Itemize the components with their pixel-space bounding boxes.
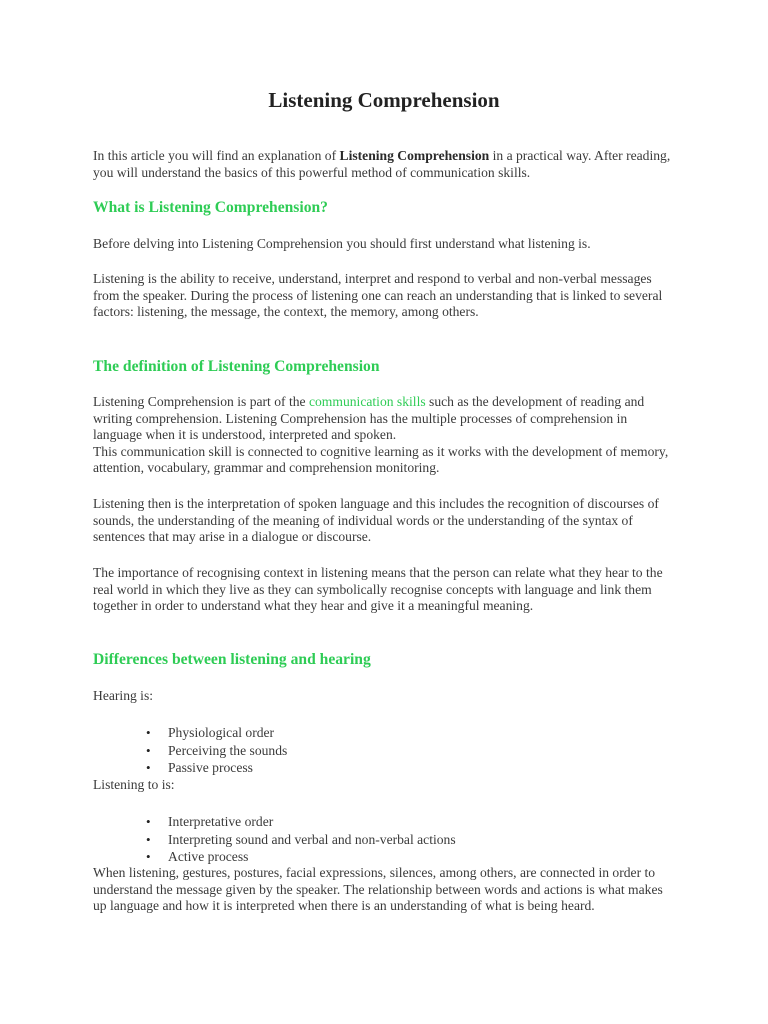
definition-text-after: such as the development of reading and writing comprehension. Listening Comprehension has the multiple processes of comprehension in language when it is understood, interpreted and spoken. bbox=[93, 394, 645, 443]
list-item: • Passive process bbox=[146, 760, 253, 776]
list-item: • Active process bbox=[146, 849, 249, 865]
bullet-icon: • bbox=[146, 742, 151, 758]
list-item: • Interpreting sound and verbal and non-verbal actions bbox=[146, 831, 456, 847]
bullet-icon: • bbox=[146, 760, 151, 776]
hearing-label: Hearing is: bbox=[93, 688, 154, 703]
paragraph-interpretation: Listening then is the interpretation of spoken language and this includes the recognition of discourses of sounds, the understanding of the meaning of individual words or the understanding of the syntax of sentences that may arise in a dialogue or discourse. bbox=[93, 496, 659, 545]
section-heading-differences: Differences between listening and hearing bbox=[93, 651, 371, 668]
intro-text-after: in a practical way. After reading, you will understand the basics of this powerful method of communication skills. bbox=[93, 148, 671, 180]
bullet-icon: • bbox=[146, 849, 151, 865]
bullet-icon: • bbox=[146, 814, 151, 829]
section-heading-definition: The definition of Listening Comprehension bbox=[93, 358, 380, 375]
paragraph-listening-ability: Listening is the ability to receive, understand, interpret and respond to verbal and non-verbal messages from the speaker. During the process of listening one can reach an understanding that is linked to several factors: listening, the message, the context, the memory, among others. bbox=[93, 271, 663, 320]
bullet-icon: • bbox=[146, 725, 151, 740]
listening-label: Listening to is: bbox=[93, 777, 175, 792]
paragraph-closing: When listening, gestures, postures, facial expressions, silences, among others, are connected in order to understand the message given by the speaker. The relationship between words and actions is what makes up language and how it is interpreted when there is an understanding of what is being heard. bbox=[93, 865, 663, 914]
definition-text-cognitive: This communication skill is connected to cognitive learning as it works with the development of memory, attention, vocabulary, grammar and comprehension monitoring. bbox=[93, 443, 669, 476]
paragraph-context: The importance of recognising context in listening means that the person can relate what they hear to the real world in which they live as they can symbolically recognise concepts with language and link them together in order to understand what they hear and give it a meaningful meaning. bbox=[93, 565, 663, 614]
bullet-icon: • bbox=[146, 831, 151, 847]
communication-skills-link[interactable]: communication skills bbox=[308, 394, 426, 409]
intro-bold-term: Listening Comprehension bbox=[339, 148, 490, 163]
list-item: • Interpretative order bbox=[146, 814, 274, 829]
section-heading-what-is: What is Listening Comprehension? bbox=[93, 199, 328, 216]
hearing-list bbox=[93, 724, 653, 777]
definition-text-before: Listening Comprehension is part of the bbox=[93, 394, 309, 409]
listening-list bbox=[93, 813, 653, 866]
page-title: Listening Comprehension bbox=[268, 88, 500, 112]
list-item: • Physiological order bbox=[146, 725, 275, 740]
intro-paragraph bbox=[93, 148, 677, 181]
intro-text-before: In this article you will find an explanation of bbox=[93, 148, 340, 163]
paragraph-definition bbox=[93, 394, 677, 477]
list-item: • Perceiving the sounds bbox=[146, 742, 288, 758]
paragraph-before-delving: Before delving into Listening Comprehension you should first understand what listening is. bbox=[93, 236, 591, 251]
